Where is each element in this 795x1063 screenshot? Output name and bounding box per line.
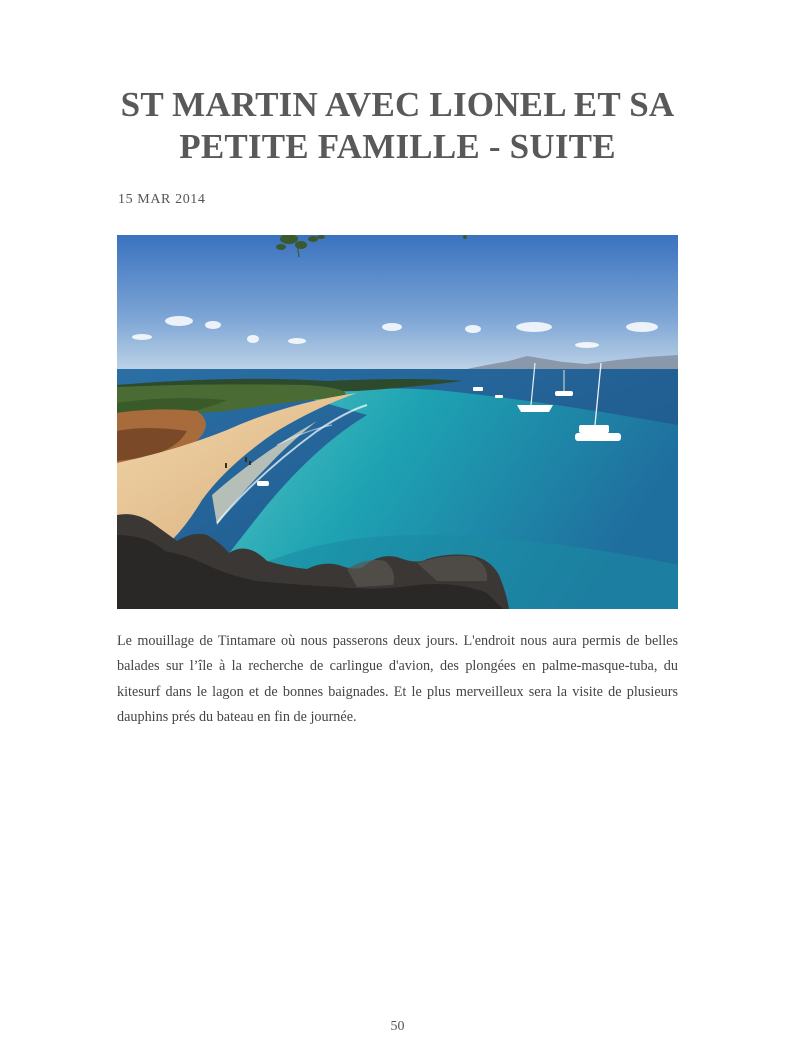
beach-photo (117, 235, 678, 609)
article-body: Le mouillage de Tintamare où nous passerons deux jours. L'endroit nous aura permis de belles balades sur l’île à la recherche de carlingue d'avion, des plongées en palme-masque-tuba, du kitesurf dans le lagon et de bonnes baignades. Et le plus merveilleux sera la visite de plusieurs dauphins prés du bateau en fin de journée. (117, 633, 678, 725)
page-number: 50 (390, 1019, 405, 1034)
post-date: 15 MAR 2014 (118, 192, 206, 207)
page-title: ST MARTIN AVEC LIONEL ET SA PETITE FAMILLE - SUITE (120, 85, 675, 166)
